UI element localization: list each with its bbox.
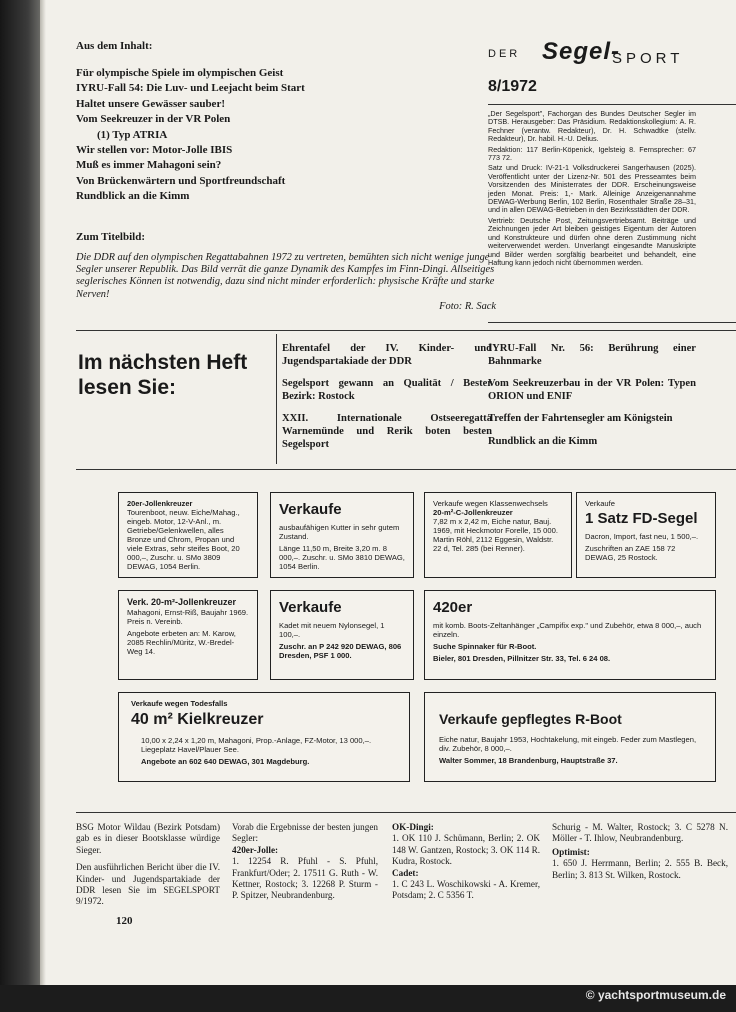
classified-ad-kielkreuzer [118,692,410,782]
classified-ad-20m-jollenkreuzer [118,590,258,680]
ad-text: 10,00 x 2,24 x 1,20 m, Mahagoni, Prop.-Anlage, FZ-Motor, 13 000,–. Liegeplatz Havel/Plauer See. [141,736,372,754]
results-paragraph: BSG Motor Wildau (Bezirk Potsdam) gab es in dieser Bootsklasse würdige Sieger. [76,822,220,855]
contents-list [76,66,406,205]
results-text: Schurig - M. Walter, Rostock; 3. C 5278 N. Möller - T. Ihlow, Neubrandenburg. [552,822,728,844]
ad-text: ausbaufähigen Kutter in sehr gutem Zustand. [279,523,400,541]
classified-ad-r-boot [424,692,716,782]
results-class-heading: Optimist: [552,846,590,857]
imprint [488,110,696,269]
issue-number: 8/1972 [488,78,537,95]
results-text: 1. C 243 L. Woschikowski - A. Kremer, Potsdam; 2. C 5356 T. [392,879,540,901]
results-text: 1. OK 110 J. Schümann, Berlin; 2. OK 148 W. Gantzen, Rostock; 3. OK 114 R. Kudra, Rostock. [392,833,540,867]
contents-item: Muß es immer Mahagoni sein? [76,159,222,172]
results-class-heading: Cadet: [392,867,419,878]
ad-title: 40 m² Kielkreuzer [131,711,264,728]
next-issue-item: Ehrentafel der IV. Kinder- und Jugendspartakiade der DDR [282,343,492,367]
classified-ad-c-jollenkreuzer [424,492,572,578]
contents-item: Von Brückenwärtern und Sportfreundschaft [76,174,286,187]
page-shadow [40,0,46,985]
results-intro: Vorab die Ergebnisse der besten jungen Segler: [232,822,378,844]
results-text: 1. 12254 R. Pfuhl - S. Pfuhl, Frankfurt/Oder; 2. 17511 G. Ruth - W. Kettner, Rostock; 3. 12268 P. Sturm - P. Spitzer, Neubrandenburg. [232,856,378,901]
contents-item: Wir stellen vor: Motor-Jolle IBIS [76,144,233,157]
contents-item: (1) Typ ATRIA [97,128,168,141]
ad-text: Kadet mit neuem Nylonsegel, 1 100,–. [279,621,385,639]
ad-text: Eiche natur, Baujahr 1953, Hochtakelung, mit eingeb. Feder zum Mastlegen, div. Zubehör, 8 000,–. [439,735,697,753]
classified-ad-jollenkreuzer-20 [118,492,258,578]
next-issue-column-2 [488,343,696,459]
next-issue-column-1 [282,343,492,461]
masthead-der: DER [488,48,521,60]
ad-text: Dacron, Import, fast neu, 1 500,–. [585,532,699,541]
ad-title: 420er [433,599,473,616]
book-spine [0,0,40,1012]
divider [276,334,277,464]
photo-credit: Foto: R. Sack [439,300,496,312]
next-issue-heading [78,350,298,400]
ad-text: Angebote an 602 640 DEWAG, 301 Magdeburg. [141,757,310,766]
cover-heading: Zum Titelbild: [76,231,145,243]
divider [488,104,736,105]
divider [76,812,736,813]
ad-text: Walter Sommer, 18 Brandenburg, Hauptstraße 37. [439,756,618,765]
next-issue-heading-line: Im nächsten Heft [78,351,248,374]
ad-text: Bieler, 801 Dresden, Pillnitzer Str. 33, Tel. 6 24 08. [433,654,611,663]
ad-title: Verkaufe [279,599,342,616]
results-column-4 [552,822,728,887]
cover-caption [76,252,496,313]
next-issue-heading-line: lesen Sie: [78,376,177,399]
contents-item: Für olympische Spiele im olympischen Geist [76,67,284,79]
results-column-3 [392,822,540,908]
contents-heading: Aus dem Inhalt: [76,40,153,52]
ad-title: 1 Satz FD-Segel [585,510,698,527]
ad-text: Zuschr. an P 242 920 DEWAG, 806 Dresden, PSF 1 000. [279,642,402,660]
results-class-heading: 420er-Jolle: [232,844,279,855]
ad-text: mit komb. Boots-Zeltanhänger „Campifix exp." und Zubehör, etwa 8 000,–, auch einzeln. [433,621,702,639]
imprint-paragraph: Satz und Druck: IV-21-1 Volksdruckerei Sangerhausen (2025). Veröffentlicht unter der Lizenz-Nr. 501 des Presseamtes beim Vorsitzenden des Ministerrates der DDR. Erscheinungsweise jeden Monat. Preis: 1,- Mark. Alleinige Anzeigenannahme DEWAG-Werbung Berlin, 102 Berlin, Rosenthaler Straße 28–31, und in allen DEWAG-Betrieben in den Bezirksstädten der DDR. [488,163,696,215]
ad-heading: Verk. 20-m²-Jollenkreuzer [127,597,237,607]
contents-item: Haltet unsere Gewässer sauber! [76,97,225,110]
ad-text: Länge 11,50 m, Breite 3,20 m. 8 000,–. Zuschr. u. SMo 3810 DEWAG, 1054 Berlin. [279,544,405,571]
results-column-2 [232,822,378,908]
imprint-paragraph: Vertrieb: Deutsche Post, Zeitungsvertriebsamt. Beiträge und Zeichnungen jeder Art bleiben geistiges Eigentum der Autoren und Konstrukteure und dürfen ohne deren Zustimmung nicht weiterverwendet werden. Unverlangt eingesandte Manuskripte und Bilder werden sorgfältig bearbeitet und behandelt, eine Haftung kann jedoch nicht übernommen werden. [488,215,696,267]
masthead [488,38,700,70]
ad-text: Tourenboot, neuw. Eiche/Mahag., eingeb. Motor, 12-V-Anl., m. Getriebe/Gelenkwellen, alles Bronze und Chrom, Propan und viele Extras, sehr steifes Boot, 20 000,–, Zuschr. u. SMo 3809 DEWAG, 1054 Berlin. [127,508,240,571]
masthead-segel: Segel- [542,38,621,65]
next-issue-item: Treffen der Fahrtensegler am Königstein [488,413,673,425]
ad-text: Mahagoni, Ernst-Riß, Baujahr 1969. Preis n. Vereinb. [127,608,249,626]
contents-item: Rundblick an die Kimm [76,190,190,203]
next-issue-item: Segelsport gewann an Qualität / Bester Bezirk: Rostock [282,378,492,402]
ad-heading: 20er-Jollenkreuzer [127,499,193,508]
ad-subheading: 20-m²-C-Jollenkreuzer [433,508,513,517]
imprint-paragraph: „Der Segelsport", Fachorgan des Bundes Deutscher Segler im DTSB. Herausgeber: Das Präsidium. Redaktionskollegium: A. R. Fechner (verantw. Redakteur), Dr. H. Schwadtke (stellv. Redakteur), Dr. habil. H.-U. Delius. [488,109,696,144]
divider [488,322,736,323]
ad-text: Zuschriften an ZAE 158 72 DEWAG, 25 Rostock. [585,544,676,562]
ad-text: Angebote erbeten an: M. Karow, 2085 Rechlin/Müritz, W.-Bredel-Weg 14. [127,629,236,656]
imprint-paragraph: Redaktion: 117 Berlin-Köpenick, Igelsteig 8. Fernsprecher: 67 773 72. [488,144,696,163]
ad-heading: Verkaufe wegen Todesfalls [131,699,228,708]
results-column-1 [76,822,220,914]
divider [76,330,736,331]
classified-ad-kutter [270,492,414,578]
ad-text: Suche Spinnaker für R-Boot. [433,642,537,651]
next-issue-item: Vom Seekreuzerbau in der VR Polen: Typen ORION und ENIF [488,378,696,402]
results-class-heading: OK-Dingi: [392,822,434,832]
ad-title: Verkaufe gepflegtes R-Boot [439,711,622,727]
contents-item: Vom Seekreuzer in der VR Polen [76,113,231,126]
classified-ad-420er [424,590,716,680]
results-paragraph: Den ausführlichen Bericht über die IV. Kinder- und Jugendspartakiade der DDR lesen Sie im SEGELSPORT 9/1972. [76,862,220,907]
magazine-page [40,0,736,985]
next-issue-item: Rundblick an die Kimm [488,435,598,447]
ad-title: Verkaufe [279,501,342,518]
contents-item: IYRU-Fall 54: Die Luv- und Leejacht beim Start [76,82,305,95]
watermark: © yachtsportmuseum.de [585,988,726,1002]
next-issue-item: IYRU-Fall Nr. 56: Berührung einer Bahnmarke [488,343,696,367]
results-text: 1. 650 J. Herrmann, Berlin; 2. 555 B. Beck, Berlin; 3. 813 St. Wilken, Rostock. [552,858,728,880]
ad-heading: Verkaufe wegen Klassenwechsels [433,499,548,508]
page-number: 120 [116,915,133,927]
divider [76,469,736,470]
ad-text: 7,82 m x 2,42 m, Eiche natur, Bauj. 1969, mit Heckmotor Forelle, 15 000. Martin Röhl, 2112 Eggesin, Waldstr. 22 d, Tel. 285 (bei Renner). [433,517,558,553]
ad-heading: Verkaufe [585,499,615,508]
next-issue-item: XXII. Internationale Ostseeregatta Warnemünde und Rerik boten besten Segelsport [282,413,492,450]
masthead-sport: SPORT [612,50,684,67]
classified-ad-fd-segel [576,492,716,578]
cover-caption-text: Die DDR auf den olympischen Regattabahnen 1972 zu vertreten, bemühten sich nicht wenige junge Segler unserer Republik. Das Bild verrät die ganze Dynamik des Kampfes im Finn-Dingi. Allseitiges seglerisches Können ist notwendig, dazu sind nicht minder erforderlich: physische Kräfte und starke Nerven! [76,252,495,300]
classified-ad-kadet [270,590,414,680]
